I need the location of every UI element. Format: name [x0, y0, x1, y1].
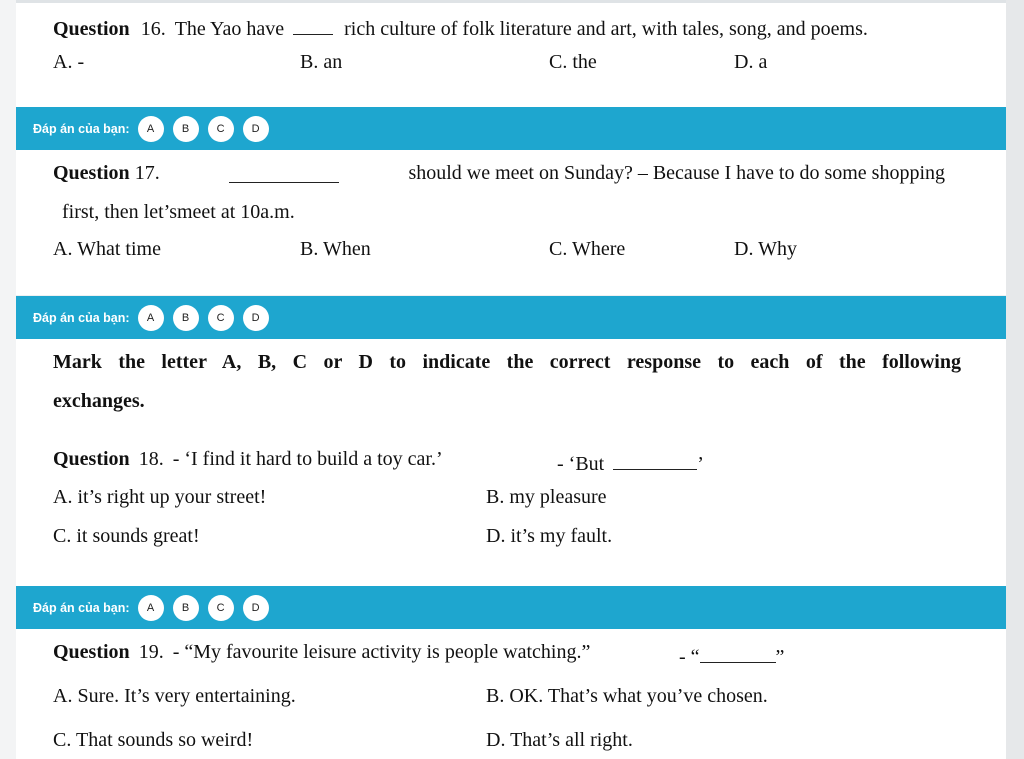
answer-option-c-button[interactable]: C [208, 305, 234, 331]
page-left-margin [0, 0, 16, 759]
question-16-stem [53, 14, 868, 39]
answer-option-a-button[interactable]: A [138, 116, 164, 142]
answer-option-d-button[interactable]: D [243, 305, 269, 331]
question-17-text-after: should we meet on Sunday? – Because I have to do some shopping [408, 162, 945, 184]
question-16-text-after: rich culture of folk literature and art, with tales, song, and poems. [344, 18, 868, 40]
question-18-response [557, 449, 704, 474]
question-16-option-b: B. an [300, 51, 343, 73]
question-19-number: 19. [138, 641, 164, 663]
answer-option-d-button[interactable]: D [243, 595, 269, 621]
question-18-option-d: D. it’s my fault. [486, 525, 613, 547]
question-17-label: Question [53, 162, 130, 184]
answer-label: Đáp án của bạn: [33, 121, 130, 136]
question-17-number: 17. [134, 162, 160, 184]
question-18-number: 18. [138, 448, 164, 470]
answer-option-c-button[interactable]: C [208, 116, 234, 142]
question-18-label: Question [53, 448, 130, 470]
question-19-option-c: C. That sounds so weird! [53, 729, 254, 751]
question-17-line2: first, then let’smeet at 10a.m. [62, 201, 295, 223]
question-17-stem [53, 162, 945, 185]
answer-label: Đáp án của bạn: [33, 600, 130, 615]
question-18-prompt: - ‘I find it hard to build a toy car.’ [172, 448, 443, 470]
answer-option-b-button[interactable]: B [173, 595, 199, 621]
question-18-stem [53, 449, 443, 469]
answer-option-b-button[interactable]: B [173, 305, 199, 331]
question-18-option-a: A. it’s right up your street! [53, 486, 267, 508]
question-19-response [679, 642, 784, 667]
question-19-blank [700, 642, 776, 663]
question-16-option-d: D. a [734, 51, 768, 73]
question-17-blank [229, 162, 339, 183]
question-17-option-b: B. When [300, 238, 371, 260]
question-18-blank [613, 449, 697, 470]
question-17-option-d: D. Why [734, 238, 797, 260]
question-16-option-c: C. the [549, 51, 597, 73]
question-16-blank [293, 14, 333, 35]
question-17-option-a: A. What time [53, 238, 161, 260]
question-16-option-a: A. - [53, 51, 85, 73]
question-18-response-after: ’ [697, 453, 704, 475]
question-16-label: Question [53, 18, 130, 40]
answer-bar-18 [16, 586, 1006, 629]
answer-bar-16 [16, 107, 1006, 150]
question-19-option-d: D. That’s all right. [486, 729, 633, 751]
answer-option-a-button[interactable]: A [138, 595, 164, 621]
question-18-option-c: C. it sounds great! [53, 525, 200, 547]
answer-option-a-button[interactable]: A [138, 305, 164, 331]
page-right-margin [1006, 0, 1024, 759]
question-19-option-b: B. OK. That’s what you’ve chosen. [486, 685, 768, 707]
answer-label: Đáp án của bạn: [33, 310, 130, 325]
question-19-stem [53, 642, 590, 662]
question-19-prompt: - “My favourite leisure activity is people watching.” [172, 641, 591, 663]
question-19-response-after: ” [775, 646, 785, 668]
instruction-line-2: exchanges. [53, 390, 145, 412]
question-19-option-a: A. Sure. It’s very entertaining. [53, 685, 296, 707]
question-18-option-b: B. my pleasure [486, 486, 607, 508]
question-16-text-before: The Yao have [174, 18, 285, 40]
instruction-line-1: Mark the letter A, B, C or D to indicate the correct response to each of the following [53, 351, 961, 373]
answer-option-d-button[interactable]: D [243, 116, 269, 142]
answer-bar-17 [16, 296, 1006, 339]
question-19-response-before: - “ [679, 646, 700, 668]
question-17-label-group [53, 162, 160, 185]
answer-option-c-button[interactable]: C [208, 595, 234, 621]
question-18-response-before: - ‘But [557, 453, 605, 475]
answer-option-b-button[interactable]: B [173, 116, 199, 142]
question-16-number: 16. [140, 18, 166, 40]
question-19-label: Question [53, 641, 130, 663]
question-17-option-c: C. Where [549, 238, 626, 260]
